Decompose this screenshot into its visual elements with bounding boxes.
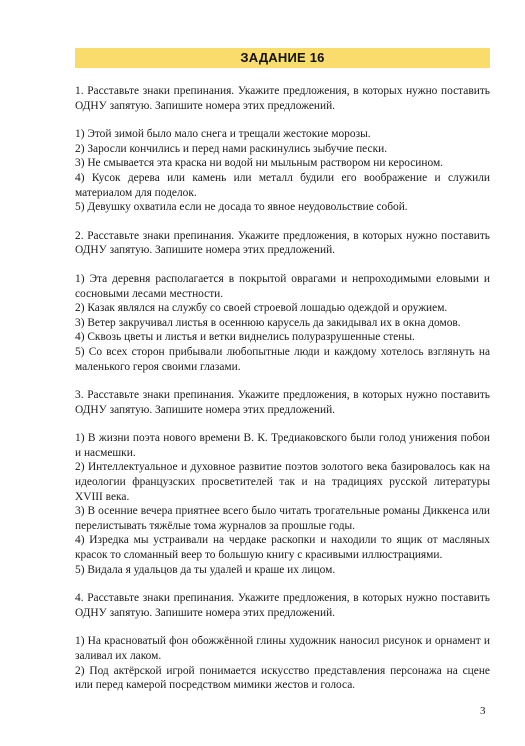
sentence-item: 4) Изредка мы устраивали на чердаке раскопки и находили то ящик от масляных красок то сломанный веер то большую книгу с красивыми иллюстрациями. <box>75 534 490 562</box>
sentence-item: 5) Девушку охватила если не досада то явное неудовольствие собой. <box>75 201 408 214</box>
task-3 <box>75 388 490 577</box>
sentence-item: 5) Видала я удальцов да ты удалей и краше их лицом. <box>75 563 336 576</box>
sentence-list <box>75 272 490 374</box>
sentence-item: 2) Заросли кончились и перед нами раскинулись зыбучие пески. <box>75 142 388 155</box>
sentence-item: 4) Сквозь цветы и листья и ветки виднелись полуразрушенные стены. <box>75 331 415 344</box>
task-instruction: 2. Расставьте знаки препинания. Укажите предложения, в которых нужно поставить ОДНУ запятую. Запишите номера этих предложений. <box>75 229 490 257</box>
sentence-item: 3) Ветер закручивал листья в осеннюю карусель да закидывал их в окна домов. <box>75 316 461 329</box>
task-title: ЗАДАНИЕ 16 <box>75 48 490 68</box>
sentence-item: 5) Со всех сторон прибывали любопытные люди и каждому хотелось взглянуть на маленького героя своими глазами. <box>75 345 490 373</box>
sentence-list <box>75 127 490 215</box>
sentence-item: 1) Эта деревня располагается в покрытой оврагами и непроходимыми еловыми и сосновыми лесами местности. <box>75 272 490 300</box>
task-instruction: 4. Расставьте знаки препинания. Укажите предложения, в которых нужно поставить ОДНУ запятую. Запишите номера этих предложений. <box>75 592 490 619</box>
sentence-item: 2) Казак являлся на службу со своей строевой лошадью одеждой и оружием. <box>75 302 448 315</box>
page-number: 3 <box>480 705 486 717</box>
task-4 <box>75 591 490 693</box>
sentence-list <box>75 431 490 577</box>
sentence-item: 3) В осенние вечера приятнее всего было читать трогательные романы Диккенса или перелистывать тяжёлые тома журналов за прошлые годы. <box>75 505 490 532</box>
sentence-item: 3) Не смывается эта краска ни водой ни мыльным раствором ни керосином. <box>75 157 444 170</box>
task-instruction: 1. Расставьте знаки препинания. Укажите предложения, в которых нужно поставить ОДНУ запятую. Запишите номера этих предложений. <box>75 85 490 112</box>
sentence-item: 2) Интеллектуальное и духовное развитие поэтов золотого века базировалось как на идеологии французских просветителей так и на традициях русской литературы XVIII века. <box>75 461 490 503</box>
sentence-item: 1) Этой зимой было мало снега и трещали жестокие морозы. <box>75 128 371 141</box>
sentence-list <box>75 634 490 692</box>
sentence-item: 1) В жизни поэта нового времени В. К. Тредиаковского были голод унижения побои и насмешки. <box>75 432 490 459</box>
sentence-item: 1) На красноватый фон обожжённой глины художник наносил рисунок и орнамент и заливал их лаком. <box>75 635 490 662</box>
task-instruction: 3. Расставьте знаки препинания. Укажите предложения, в которых нужно поставить ОДНУ запятую. Запишите номера этих предложений. <box>75 389 490 416</box>
document-page <box>75 48 490 693</box>
sentence-item: 2) Под актёрской игрой понимается искусство представления персонажа на сцене или перед камерой посредством мимики жестов и голоса. <box>75 664 490 692</box>
sentence-item: 4) Кусок дерева или камень или металл будили его воображение и служили материалом для поделок. <box>75 171 490 199</box>
task-2 <box>75 229 490 374</box>
task-1 <box>75 84 490 215</box>
